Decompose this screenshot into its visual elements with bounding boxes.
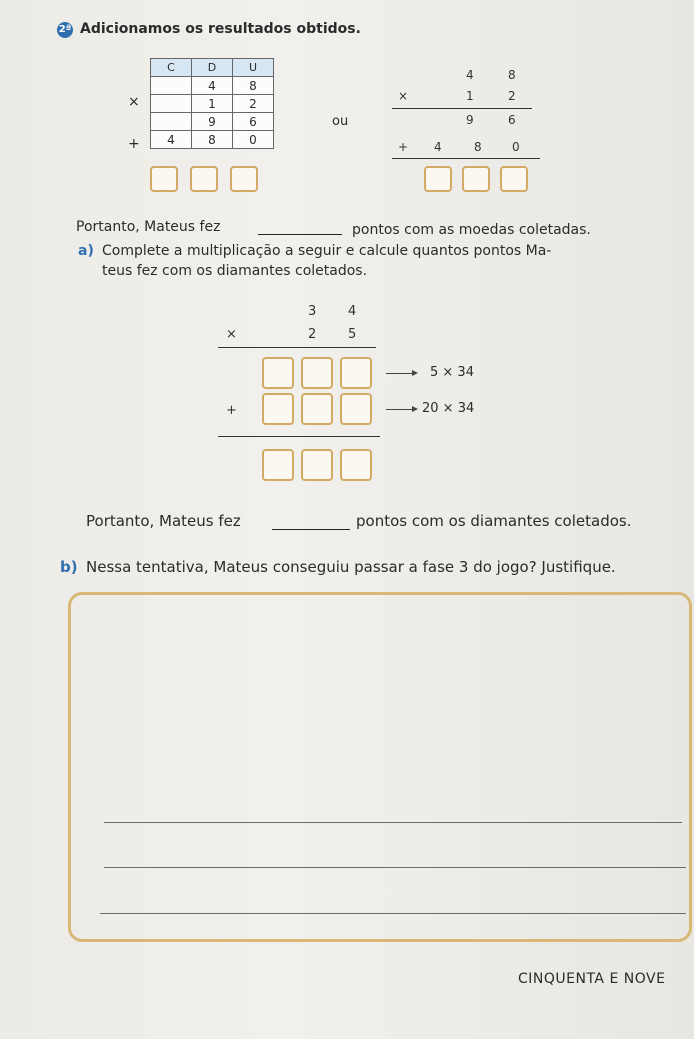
item-a-letter: a) [78,243,94,259]
algo1-digit: 8 [474,140,482,154]
grid-cell: 4 [151,131,192,149]
step-badge: 2ª [57,22,73,38]
grid-cell: 6 [233,113,274,131]
algo2-times-sign: × [226,327,237,342]
grid-cell: 8 [192,131,233,149]
sentence1-start: Portanto, Mateus fez [76,219,221,235]
algo1-answer-box[interactable] [500,166,528,192]
algo2-digit: 3 [308,304,317,319]
algo2-partial1-box[interactable] [340,357,372,389]
grid-header-d: D [192,59,233,77]
algo2-note2: 20 × 34 [422,401,475,416]
algo2-partial2-box[interactable] [340,393,372,425]
sentence2-end: pontos com os diamantes coletados. [356,512,632,530]
algo1-rule [392,158,540,159]
algo2-digit: 4 [348,304,357,319]
grid-cell: 8 [233,77,274,95]
algo2-result-box[interactable] [262,449,294,481]
item-b-text: Nessa tentativa, Mateus conseguiu passar a fase 3 do jogo? Justifique. [86,558,616,576]
grid-times-sign: × [128,94,140,110]
item-a-text: Complete a multiplicação a seguir e calcule quantos pontos Ma- [102,243,552,259]
grid-cell [151,95,192,113]
algo1-times-sign: × [398,89,409,103]
place-value-grid [150,58,274,149]
algo1-answer-box[interactable] [424,166,452,192]
grid-cell: 4 [192,77,233,95]
algo2-digit: 2 [308,327,317,342]
algo1-digit: 4 [434,140,442,154]
sentence1-end: pontos com as moedas coletadas. [352,222,591,238]
grid-answer-box[interactable] [150,166,178,192]
algo2-partial2-box[interactable] [301,393,333,425]
algo1-digit: 1 [466,89,474,103]
algo2-partial1-box[interactable] [301,357,333,389]
algo2-note1: 5 × 34 [430,365,474,380]
grid-cell: 9 [192,113,233,131]
grid-cell: 0 [233,131,274,149]
answer-line[interactable] [104,867,686,868]
grid-cell [151,77,192,95]
grid-cell: 2 [233,95,274,113]
grid-plus-sign: + [128,136,140,152]
algo2-partial2-box[interactable] [262,393,294,425]
sentence2-blank[interactable] [272,529,350,530]
algo1-digit: 9 [466,113,474,127]
arrow-icon [386,373,416,374]
algo2-digit: 5 [348,327,357,342]
grid-cell: 1 [192,95,233,113]
step-title: Adicionamos os resultados obtidos. [80,21,361,37]
sentence2-start: Portanto, Mateus fez [86,512,241,530]
algo1-rule [392,108,532,109]
item-a-text: teus fez com os diamantes coletados. [102,263,368,279]
grid-header-c: C [151,59,192,77]
answer-frame [68,592,692,942]
algo1-plus-sign: + [398,140,409,154]
answer-line[interactable] [104,822,682,823]
arrow-icon [386,409,416,410]
algo2-result-box[interactable] [301,449,333,481]
sentence1-blank[interactable] [258,234,342,235]
or-word: ou [332,114,349,129]
grid-header-u: U [233,59,274,77]
grid-answer-box[interactable] [190,166,218,192]
algo1-digit: 2 [508,89,516,103]
algo2-result-box[interactable] [340,449,372,481]
algo1-digit: 0 [512,140,520,154]
page-label: CINQUENTA E NOVE [518,971,666,987]
grid-cell [151,113,192,131]
answer-line[interactable] [100,913,686,914]
grid-answer-box[interactable] [230,166,258,192]
item-b-letter: b) [60,558,78,576]
algo1-digit: 4 [466,68,474,82]
algo1-answer-box[interactable] [462,166,490,192]
algo2-rule [218,436,380,437]
algo2-rule [218,347,376,348]
algo1-digit: 6 [508,113,516,127]
algo2-partial1-box[interactable] [262,357,294,389]
algo1-digit: 8 [508,68,516,82]
algo2-plus-sign: + [226,403,237,418]
